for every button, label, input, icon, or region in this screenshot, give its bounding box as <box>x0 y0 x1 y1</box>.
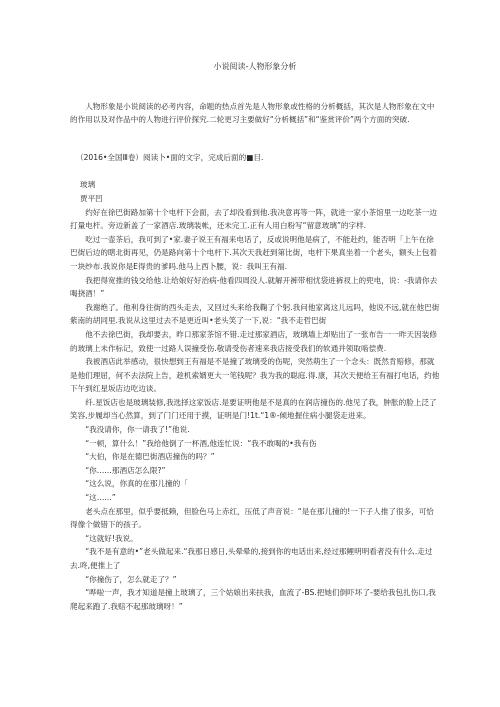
story-title: 玻璃 <box>80 180 96 190</box>
dialogue-line: “大伯，你是在德巴街酒店撞伤的吗？” <box>85 452 215 462</box>
story-paragraph: 他不去徐巴街，我却要去，昨口那家茶馆不错.走过那家酒店，玻璃墙上却贴出了一张布告一一昨天因装修的玻璃上未作标记，致使一过路人误撞受伤.敬请受伤者速来我店接受我们的软通并领取啮偿费. <box>70 329 437 353</box>
story-paragraph: 我把得宽推的钱交给他.让给娘好好治病-他看四周没人.就解开裤带相忧袋进裤衩上的兜电，说：-我请你去喝挠酒！” <box>70 275 438 299</box>
story-paragraph: 纤.星饭店也是玻璃装修,我选择这家饭店.是要证明他是不是真的在润店撞伤的.他见了我，肿胀的脸上泛了笑容,步履却当心然算，到了门门还用于摸，证明是门!1t.“1®-倾地握住病小腿袋走进来。 <box>70 397 437 421</box>
story-paragraph: 老头点在那里，似乎要抵赖，但脸色马上赤红，压低了声音说：“是在那儿撞的!一下子人推了很多，可恰得像个做错下的孩子。 <box>70 506 434 530</box>
dialogue-line: “哗啦一声，我才知道是撞上玻璃了，三个姑娘出来扶我，血流了-BS.把她们倒吓坏了-要给我包扎伤口,我爬起来跑了.我赔不起那玻璃呀！” <box>70 588 436 611</box>
question-prompt: （2016•全国Ⅲ卷）阅读卜•面的文字，完成后面的■目. <box>76 152 264 162</box>
story-paragraph: 我被酒店此举感动，很快想到王有福是不是撞了玻璃受的伤呢，突然萌生了一个念头：既然肯赔修，那就是他们理屈，何不去法院上告，趁机索婿更大一笔钱呢？我为我的聪庭.得.康，其次天便给王有福打电话，约他下午到红星坂店边吃边谈。 <box>70 357 440 394</box>
dialogue-line: “我不是有意的•”老头做起来.“我那日感日,头晕晕的,接到你的电话出来,经过那鲤明明看者没有什么.走过去.咚,便推上了 <box>70 547 433 570</box>
story-author: 贾平凹 <box>80 193 103 203</box>
story-paragraph: 约好在徐巴街路加第十个电杆下会面，去了却没看到他.我决意再等一阵，就进一家小茶馆里一边吃茶一边打量电杆。旁边新盖了一家酒店.玻璃装帐，还未完工.正有人用白粉写“留意玻璃”的字样. <box>70 207 437 231</box>
dialogue-line: “这就好!我说。 <box>85 533 138 543</box>
dialogue-line: “这……” <box>85 493 116 503</box>
story-paragraph: 我谢绝了。他利身往街的西头走去，又回过头来给我鞠了个躬.我问他家离这儿远吗，他说不远,就在他巴街紫南的胡同里.我说从这里过去不是更近叫•老头笑了一下,说：“我不走哲巴街 <box>70 302 440 326</box>
dialogue-line: “这么说，你真的在那儿撞的「 <box>85 479 188 489</box>
dialogue-line: “一顿，算什么！”我给他倒了一杯酒,他连忙说：“我不敢喝的•我有伤 <box>85 438 317 448</box>
intro-paragraph: 人物形象是小说阅读的必考内容，命题的热点首先是人物形象或性格的分析概括，其次是人物形象在文中的作用以及对作品中的人物进行评价探究.二轮更习主要做好“分析概括”和“鉴赏评价”两个方面的突破. <box>70 101 435 125</box>
dialogue-line: “你……那酒店怎么限?” <box>85 465 166 475</box>
dialogue-line: “我没请你，你一请我了!”他说. <box>85 425 190 435</box>
story-paragraph: 吃过一壶茶后，我可到了•家.妻子说王有福来电话了，反或说明他是病了，不能赴约，能否明「上午在徐巴街后边的瞎北街再见，仍是路向第十个电杆下.其次天我赶到第比街，电杆下果真坐着一个老头，额头上包着一块纱布.我说你是E得贵的爹吗.他马上西卜腰，说：我叫王有福. <box>70 234 437 271</box>
dialogue-line: “你撞伤了，怎么就走了？” <box>85 574 177 584</box>
document-title: 小说阅读-人物形象分析 <box>213 62 297 71</box>
